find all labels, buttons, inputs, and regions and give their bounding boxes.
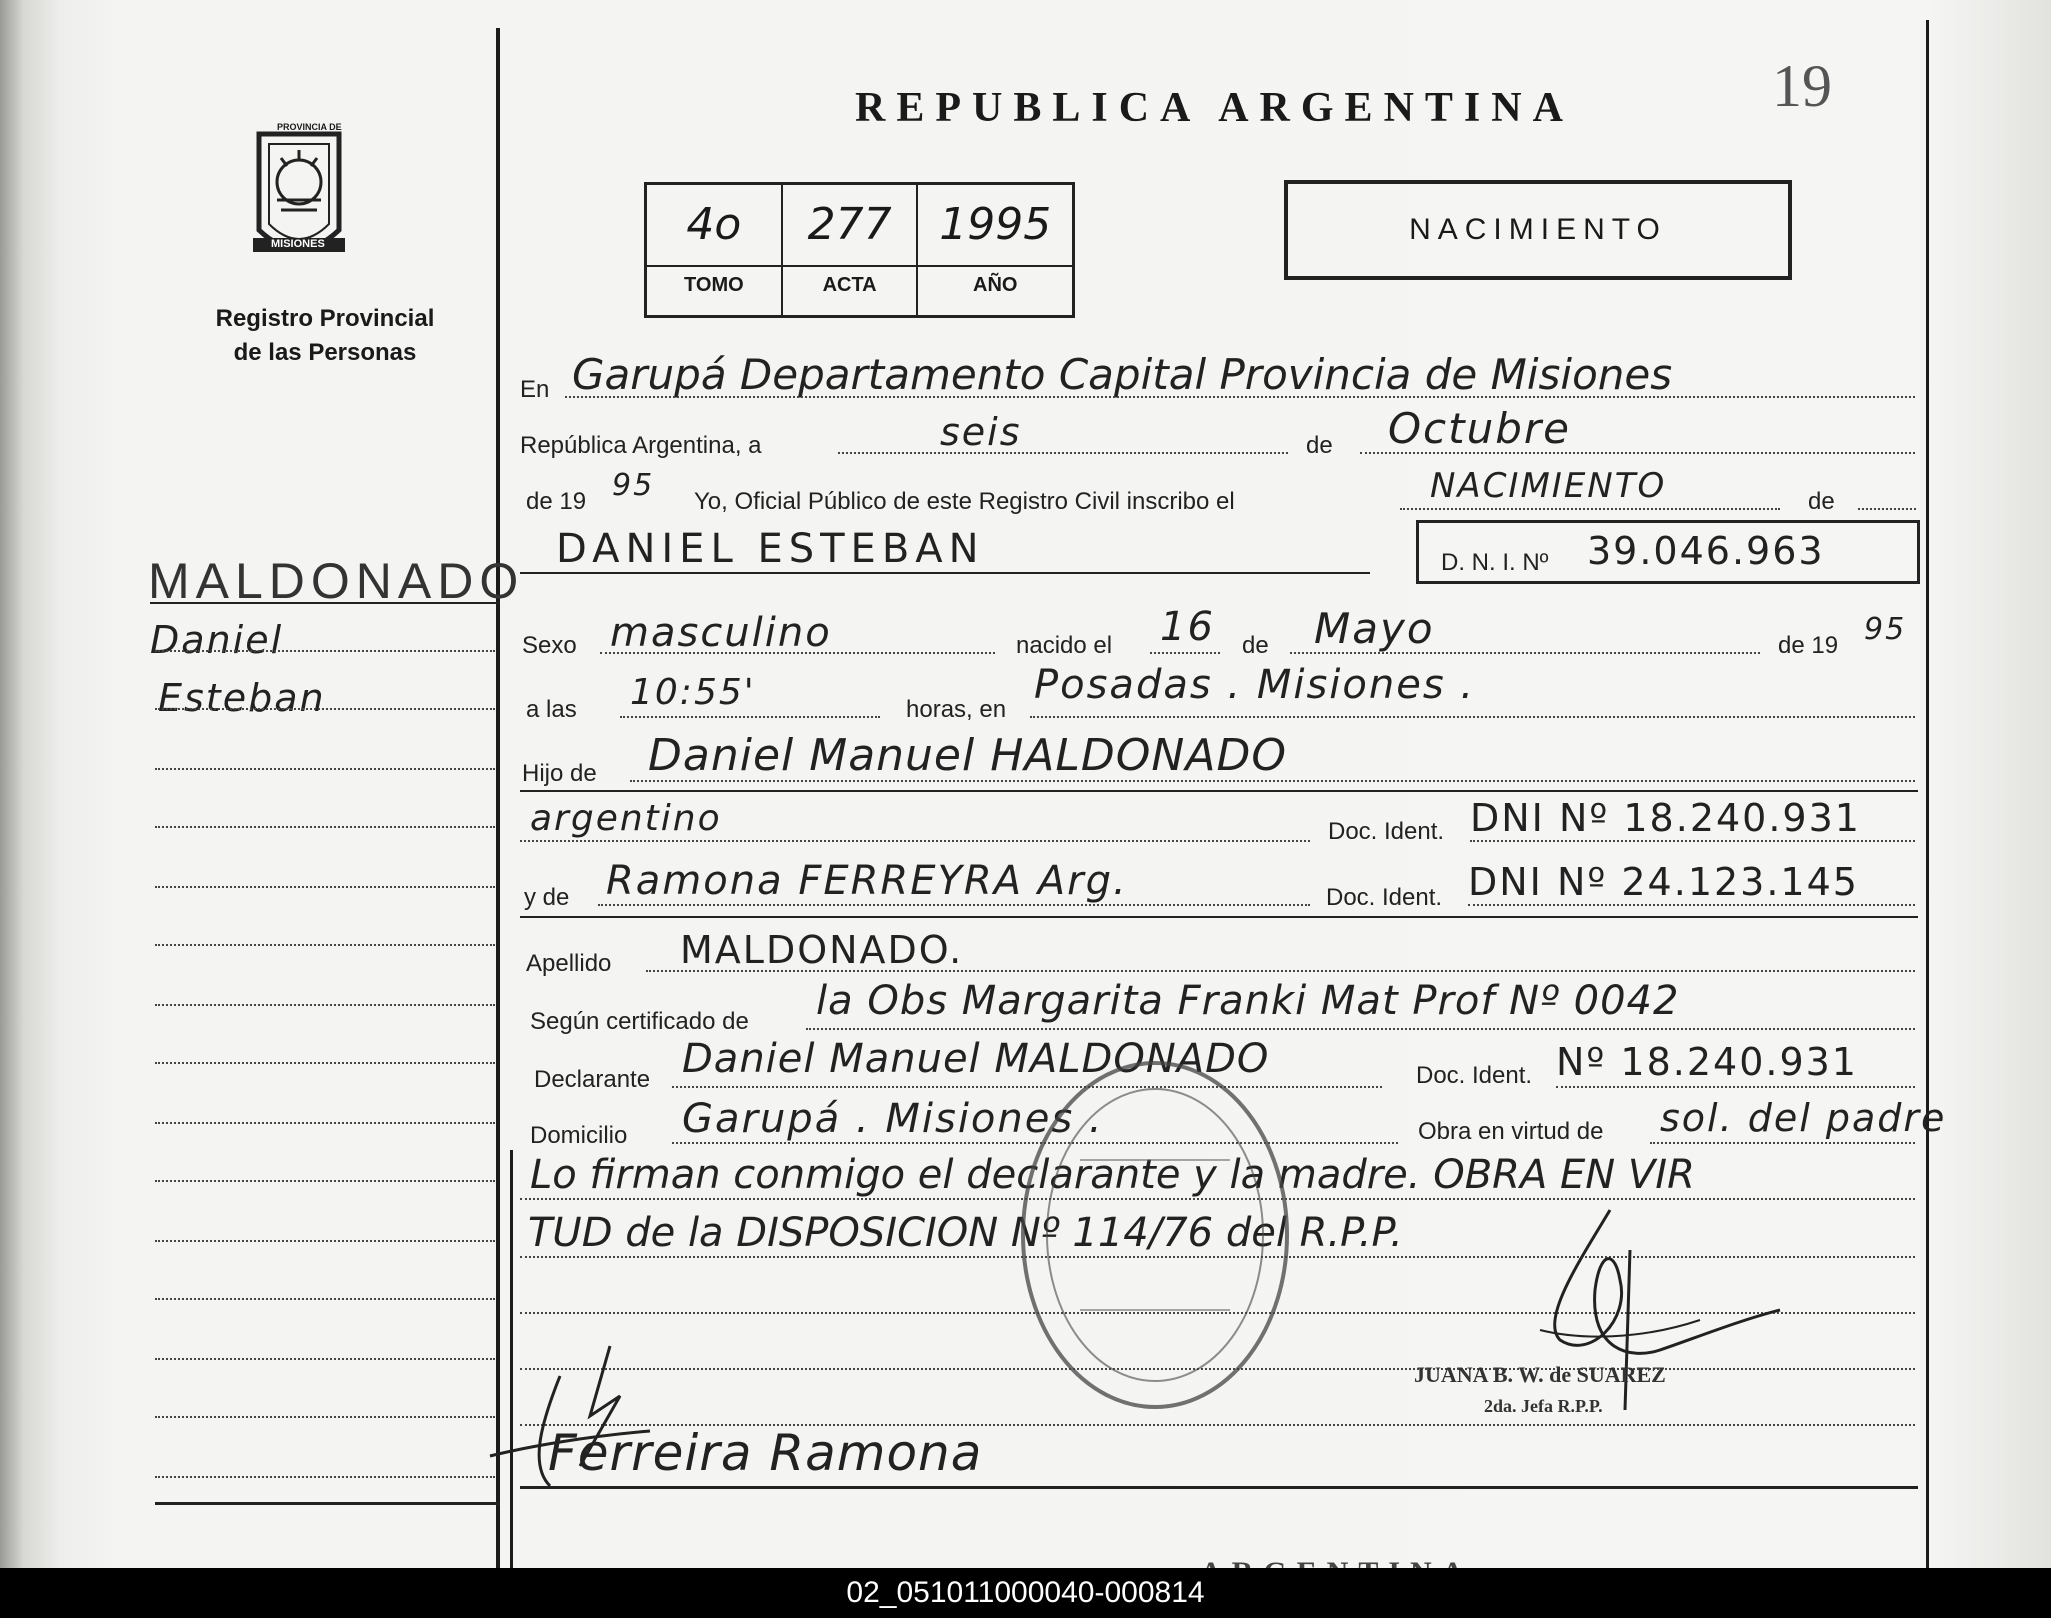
anio-label: AÑO [918, 265, 1072, 303]
act-type-value: NACIMIENTO [1430, 466, 1667, 506]
anio-value: 1995 [939, 199, 1052, 250]
right-border [1926, 20, 1929, 1568]
tomo-cell [647, 185, 783, 315]
page-title: REPUBLICA ARGENTINA [855, 85, 1574, 131]
year-prefix: de 19 [526, 488, 587, 515]
margin-first-name: Daniel [150, 618, 284, 662]
margin-rule [155, 826, 495, 828]
place-value: Garupá Departamento Capital Provincia de Misiones [572, 350, 1673, 399]
seal-text-top: PROVINCIA DE [277, 122, 342, 132]
margin-line [150, 602, 500, 604]
acta-label: ACTA [783, 265, 917, 303]
certificado-label: Según certificado de [530, 1008, 749, 1035]
apellido-label: Apellido [526, 950, 612, 977]
surname-stamp: MALDONADO [148, 553, 525, 609]
rule-line-3b [1858, 508, 1916, 510]
sexo-label: Sexo [522, 632, 577, 659]
birth-year-prefix: de 19 [1778, 632, 1839, 659]
record-type-box: NACIMIENTO [1284, 180, 1792, 280]
birth-time-value: 10:55' [630, 672, 756, 713]
domicilio-label: Domicilio [530, 1122, 628, 1149]
birth-year-suffix: 95 [1864, 612, 1907, 647]
margin-bottom-rule [155, 1502, 500, 1505]
section-rule-1 [520, 790, 1918, 792]
day-value: seis [940, 410, 1022, 454]
a-las-label: a las [526, 696, 577, 723]
margin-rule [155, 1062, 495, 1064]
binding-shadow [0, 0, 60, 1568]
rule-line-8b [1470, 840, 1915, 842]
officer-text: Yo, Oficial Público de este Registro Civil inscribo el [694, 488, 1235, 515]
sexo-value: masculino [610, 610, 832, 656]
father-doc-value: DNI Nº 18.240.931 [1470, 796, 1861, 840]
rule-line-10 [646, 970, 1915, 972]
rule-line-5a [600, 652, 995, 654]
margin-rule [155, 944, 495, 946]
note-line-2: TUD de la DISPOSICION Nº 114/76 del R.P.P. [528, 1210, 1403, 1256]
section-rule-2 [520, 916, 1918, 918]
margin-rule [155, 886, 495, 888]
apellido-value: MALDONADO. [680, 928, 964, 972]
rule-line-2a [838, 452, 1288, 454]
scan-id-text: 02_051011000040-000814 [846, 1576, 1205, 1609]
margin-rule [155, 1476, 495, 1478]
hijo-label: Hijo de [522, 760, 597, 787]
certificado-value: la Obs Margarita Franki Mat Prof Nº 0042 [816, 978, 1680, 1024]
de-label-2: de [1808, 488, 1835, 515]
father-nationality-value: argentino [530, 798, 722, 839]
dni-value: 39.046.963 [1587, 529, 1825, 573]
scan-id-bar [0, 1568, 2051, 1618]
republic-label: República Argentina, a [520, 432, 762, 459]
margin-rule [155, 1122, 495, 1124]
rule-line-6b [1030, 716, 1915, 718]
dni-label: D. N. I. Nº [1441, 549, 1549, 576]
rule-line-11 [806, 1028, 1915, 1030]
declarante-doc-value: Nº 18.240.931 [1556, 1040, 1858, 1084]
father-name-value: Daniel Manuel HALDONADO [648, 730, 1287, 781]
obra-value: sol. del padre [1660, 1096, 1947, 1140]
acta-cell [783, 185, 919, 315]
rule-line-6a [620, 716, 880, 718]
de-label-3: de [1242, 632, 1269, 659]
child-name-value: DANIEL ESTEBAN [556, 526, 985, 572]
margin-rule [155, 768, 495, 770]
acta-value: 277 [807, 199, 892, 250]
rule-line-8a [520, 840, 1310, 842]
registry-name-line2: de las Personas [233, 339, 417, 366]
rule-line-3 [1400, 508, 1780, 510]
rule-line-1 [565, 396, 1915, 398]
margin-rule [155, 1180, 495, 1182]
birth-place-value: Posadas . Misiones . [1034, 662, 1476, 708]
mother-doc-value: DNI Nº 24.123.145 [1468, 860, 1859, 904]
year-suffix: 95 [612, 468, 655, 503]
province-seal-logo [245, 120, 353, 272]
doc-ident-label-3: Doc. Ident. [1416, 1062, 1533, 1089]
mother-name-value: Ramona FERREYRA Arg. [606, 858, 1128, 904]
rule-line-12b [1556, 1086, 1915, 1088]
rule-line-9b [1468, 904, 1915, 906]
mother-signature: Ferreira Ramona [548, 1424, 983, 1482]
page-number: 19 [1772, 53, 1832, 119]
margin-rule [155, 1298, 495, 1300]
dni-box [1416, 520, 1920, 584]
note-line-1: Lo firman conmigo el declarante y la madre. OBRA EN VIR [530, 1152, 1695, 1198]
margin-rule [155, 650, 495, 652]
birth-day-value: 16 [1160, 604, 1215, 650]
de-label: de [1306, 432, 1333, 459]
margin-ruled-lines [155, 650, 495, 1510]
officer-stamp-line-2: 2da. Jefa R.P.P. [1484, 1396, 1603, 1416]
anio-cell [918, 185, 1072, 315]
section-rule-bottom [520, 1486, 1918, 1489]
rule-line-7 [630, 780, 1915, 782]
officer-stamp-line-1: JUANA B. W. de SUAREZ [1414, 1362, 1666, 1387]
y-de-label: y de [524, 884, 570, 911]
margin-rule [155, 1358, 495, 1360]
margin-rule [155, 1004, 495, 1006]
margin-second-name: Esteban [158, 676, 326, 720]
nacido-label: nacido el [1016, 632, 1113, 659]
rule-line-5c [1290, 652, 1760, 654]
rule-line-9a [598, 904, 1310, 906]
next-page-title-peek [1200, 1556, 1473, 1568]
record-number-box [644, 182, 1075, 318]
registry-name [195, 302, 455, 370]
obra-label: Obra en virtud de [1418, 1118, 1604, 1145]
tomo-value: 4o [686, 199, 742, 250]
margin-rule [155, 1416, 495, 1418]
horas-label: horas, en [906, 696, 1007, 723]
rule-line-13b [1650, 1142, 1915, 1144]
rule-line-2b [1360, 452, 1915, 454]
birth-month-value: Mayo [1314, 604, 1435, 653]
doc-ident-label: Doc. Ident. [1328, 818, 1445, 845]
margin-rule [155, 708, 495, 710]
margin-rule [155, 1240, 495, 1242]
declarante-label: Declarante [534, 1066, 651, 1093]
doc-ident-label-2: Doc. Ident. [1326, 884, 1443, 911]
en-label: En [520, 376, 550, 403]
rule-line-5b [1150, 652, 1220, 654]
domicilio-value: Garupá . Misiones . [682, 1096, 1104, 1142]
seal-text-bottom: MISIONES [271, 238, 325, 250]
rule-line-4 [520, 572, 1370, 574]
registry-name-line1: Registro Provincial [215, 305, 435, 332]
registry-circular-stamp [1010, 1050, 1300, 1420]
month-value: Octubre [1388, 404, 1572, 453]
tomo-label: TOMO [647, 265, 781, 303]
declarante-value: Daniel Manuel MALDONADO [682, 1036, 1270, 1082]
